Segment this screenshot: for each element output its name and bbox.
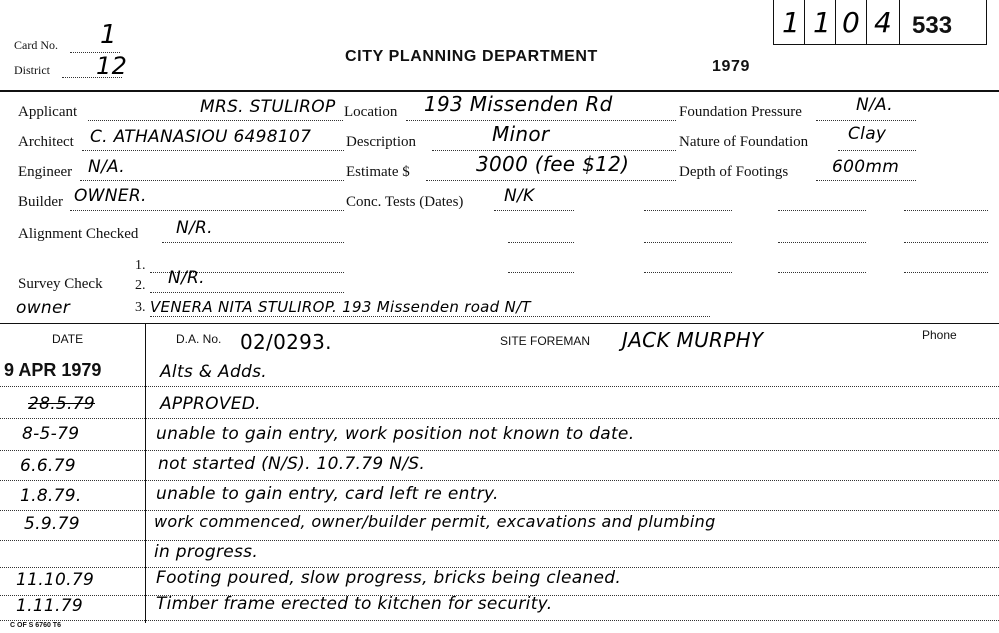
row-2-note: APPROVED. bbox=[160, 394, 261, 414]
box-digit-3: 0 bbox=[842, 6, 861, 39]
footer-code: C OF S 6760 T6 bbox=[10, 622, 61, 629]
depth-footings-label: Depth of Footings bbox=[679, 164, 789, 180]
alignment-value: N/R. bbox=[176, 218, 213, 238]
architect-value: C. ATHANASIOU 6498107 bbox=[90, 127, 312, 147]
row-4-date: 6.6.79 bbox=[20, 456, 76, 476]
site-foreman-value: JACK MURPHY bbox=[622, 328, 764, 352]
survey-3-value: VENERA NITA STULIROP. 193 Missenden road N/T bbox=[150, 298, 531, 316]
phone-label: Phone bbox=[922, 328, 957, 342]
alignment-label: Alignment Checked bbox=[18, 226, 139, 242]
row-9-date: 1.11.79 bbox=[16, 596, 83, 616]
conc-tests-label: Conc. Tests (Dates) bbox=[346, 194, 464, 210]
site-foreman-label: SITE FOREMAN bbox=[500, 334, 591, 348]
row-6-date: 5.9.79 bbox=[24, 514, 80, 534]
date-header: DATE bbox=[52, 332, 84, 346]
card-no-value: 1 bbox=[100, 20, 117, 50]
district-value: 12 bbox=[96, 52, 128, 80]
engineer-label: Engineer bbox=[18, 164, 73, 180]
row-6-note: work commenced, owner/builder permit, excavations and plumbing bbox=[154, 512, 716, 531]
owner-note: owner bbox=[16, 298, 71, 318]
description-label: Description bbox=[346, 134, 416, 150]
box-number: 533 bbox=[912, 12, 953, 39]
box-digit-4: 4 bbox=[874, 6, 893, 39]
conc-tests-value: N/K bbox=[504, 186, 535, 206]
survey-3: 3. bbox=[135, 300, 146, 315]
da-label: D.A. No. bbox=[176, 332, 222, 346]
builder-value: OWNER. bbox=[74, 186, 147, 206]
survey-2-value: N/R. bbox=[168, 268, 205, 288]
row-8-note: Footing poured, slow progress, bricks being cleaned. bbox=[156, 568, 622, 588]
engineer-value: N/A. bbox=[88, 157, 125, 177]
location-label: Location bbox=[344, 104, 398, 120]
depth-footings-value: 600mm bbox=[832, 157, 900, 177]
description-value: Minor bbox=[492, 122, 550, 146]
row-9-note: Timber frame erected to kitchen for security. bbox=[156, 594, 553, 614]
foundation-pressure-value: N/A. bbox=[856, 95, 893, 115]
year: 1979 bbox=[712, 58, 750, 75]
row-1-date: 9 APR 1979 bbox=[4, 360, 102, 380]
row-4-note: not started (N/S). 10.7.79 N/S. bbox=[158, 454, 426, 474]
row-5-date: 1.8.79. bbox=[20, 486, 82, 506]
estimate-value: 3000 (fee $12) bbox=[476, 152, 630, 176]
builder-label: Builder bbox=[18, 194, 63, 210]
row-2-date: 28.5.79 bbox=[28, 394, 95, 414]
row-3-date: 8-5-79 bbox=[22, 424, 80, 444]
row-5-note: unable to gain entry, card left re entry. bbox=[156, 484, 499, 504]
row-1-note: Alts & Adds. bbox=[160, 362, 268, 382]
row-7-note: in progress. bbox=[154, 542, 259, 562]
nature-foundation-value: Clay bbox=[848, 124, 887, 144]
row-3-note: unable to gain entry, work position not known to date. bbox=[156, 424, 635, 444]
applicant-label: Applicant bbox=[18, 104, 78, 120]
box-digit-2: 1 bbox=[813, 6, 832, 39]
department-title: CITY PLANNING DEPARTMENT bbox=[345, 48, 598, 65]
row-8-date: 11.10.79 bbox=[16, 570, 95, 590]
nature-foundation-label: Nature of Foundation bbox=[679, 134, 809, 150]
card-no-label: Card No. bbox=[14, 38, 58, 52]
survey-1: 1. bbox=[135, 258, 146, 273]
da-value: 02/0293. bbox=[240, 330, 332, 354]
location-value: 193 Missenden Rd bbox=[424, 92, 613, 116]
survey-2: 2. bbox=[135, 278, 146, 293]
district-label: District bbox=[14, 63, 50, 77]
foundation-pressure-label: Foundation Pressure bbox=[679, 104, 802, 120]
box-digit-1: 1 bbox=[782, 6, 801, 39]
estimate-label: Estimate $ bbox=[346, 164, 410, 180]
architect-label: Architect bbox=[18, 134, 74, 150]
applicant-value: MRS. STULIROP bbox=[200, 97, 336, 117]
survey-check-label: Survey Check bbox=[18, 276, 103, 292]
